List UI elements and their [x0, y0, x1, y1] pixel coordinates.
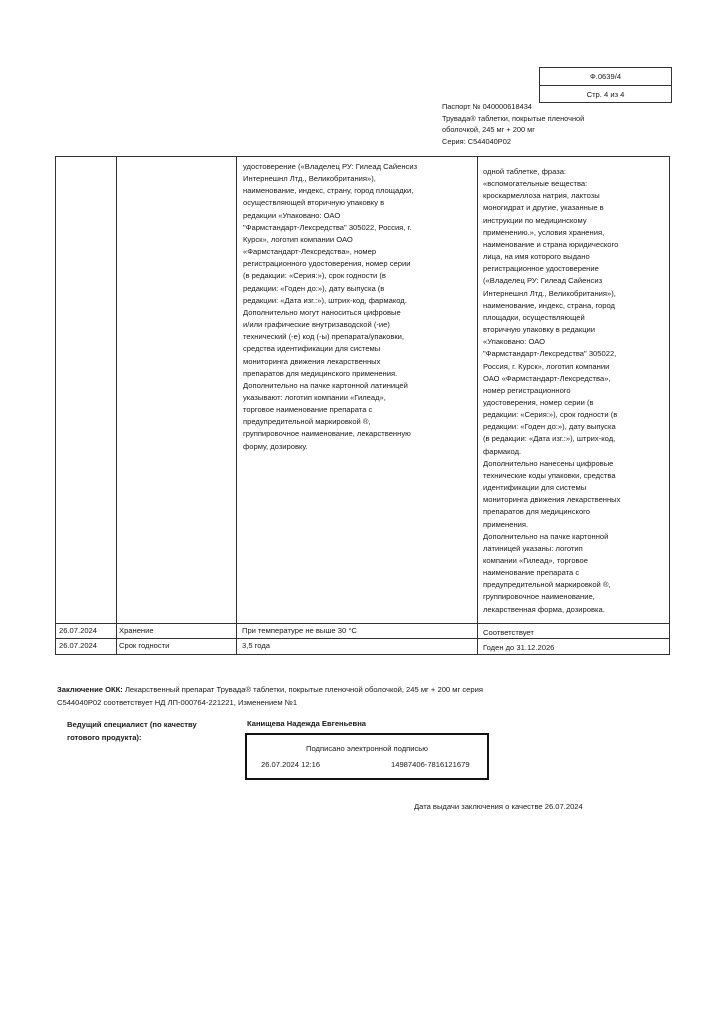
signer-role: Ведущий специалист (по качеству готового продукта): — [67, 720, 197, 742]
qc-conclusion — [57, 683, 597, 709]
quality-table — [55, 156, 670, 655]
signature-datetime: 26.07.2024 12:16 — [261, 760, 321, 769]
col-divider-3 — [477, 157, 478, 654]
table-row-1-result: Соответствует — [483, 628, 534, 637]
packaging-result-text: одной таблетке, фраза: «вспомогательные вещества: кроскармеллоза натрия, лактозы моногидрат и другие, указанные в инструкции по медицинскому применению.», условия хранения, наименование и страна юридического лица, на имя которого выдано регистрационное удостоверение («Владелец РУ: Гилеад Сайенсиз Интернешнл Лтд., Великобритания»), наименование, индекс, страна, город площадки, осуществляющей вторичную упаковку в редакции «Упаковано: ОАО "Фармстандарт-Лексредства" 305022, Россия, г. Курск», логотип компании ОАО «Фармстандарт-Лексредства», номер регистрационного удостоверения, номер серии (в редакции: «Серия:»), срок годности (в редакции: «Годен до:»), дату выпуска (в редакции: «Дата изг.:»), штрих-код, фармакод. Дополнительно нанесены цифровые технические коды упаковки, средства идентификации для системы мониторинга движения лекарственных препаратов для медицинского применения. Дополнительно на пачке картонной латиницей указаны: логотип компании «Гилеад», торговое наименование препарата с предупредительной маркировкой ®, группировочное наименование, лекарственная форма, дозировка. — [483, 167, 621, 614]
form-code: Ф.0639/4 — [589, 72, 622, 81]
col-divider-1 — [116, 157, 117, 654]
signer-name: Канищева Надежда Евгеньевна — [247, 719, 367, 728]
packaging-requirement-text: удостоверение («Владелец РУ: Гилеад Сайенсиз Интернешнл Лтд., Великобритания»), наименование, индекс, страну, город площадки, осуществляющей вторичную упаковку в редакции «Упаковано: ОАО "Фармстандарт-Лексредства" 305022, Россия, г. Курск», логотип компании ОАО «Фармстандарт-Лексредства», номер регистрационного удостоверения, номер серии (в редакции: «Серия:»), срок годности (в редакции: «Годен до:»), дату выпуска (в редакции: «Дата изг.:»), штрих-код, фармакод. Дополнительно могут наноситься цифровые и/или графические внутризаводской (-ие) технический (-е) код (-ы) препарата/упаковки, средства идентификации для системы мониторинга движения лекарственных препаратов для медицинского применения. Дополнительно на пачке картонной латиницей указывают: логотип компании «Гилеад», торговое наименование препарата с предупредительной маркировкой ®, группировочное наименование, лекарственную форму, дозировку. — [243, 162, 418, 451]
issue-date: Дата выдачи заключения о качестве 26.07.2024 — [414, 802, 583, 811]
form-code-box — [539, 67, 672, 103]
table-row-2-requirement: 3,5 года — [242, 641, 270, 650]
conclusion-label: Заключение ОКК: — [57, 685, 123, 694]
signature-title: Подписано электронной подписью — [306, 744, 428, 753]
conclusion-text-line2: C544040P02 соответствует НД ЛП-000764-221221, Изменением №1 — [57, 698, 298, 708]
electronic-signature-stamp — [245, 733, 489, 780]
passport-info: Паспорт № 040000618434 Трувада® таблетки, покрытые пленочной оболочкой, 245 мг + 200 мг Серия: C544040P02 — [442, 102, 585, 146]
col-divider-2 — [236, 157, 237, 654]
page-number: Стр. 4 из 4 — [540, 85, 671, 103]
table-row-2-date: 26.07.2024 — [59, 641, 98, 650]
signature-number: 14987406-7816121679 — [391, 760, 470, 769]
row-divider-1 — [56, 623, 669, 624]
table-row-1-requirement: При температуре не выше 30 °C — [242, 626, 357, 635]
table-row-2-parameter: Срок годности — [119, 641, 170, 650]
conclusion-text-line1: Лекарственный препарат Трувада® таблетки, покрытые пленочной оболочкой, 245 мг + 200 мг серия — [122, 685, 483, 694]
table-row-1-parameter: Хранение — [119, 626, 154, 635]
table-row-1-date: 26.07.2024 — [59, 626, 98, 635]
table-row-2-result: Годен до 31.12.2026 — [483, 643, 555, 652]
row-divider-2 — [56, 638, 669, 639]
